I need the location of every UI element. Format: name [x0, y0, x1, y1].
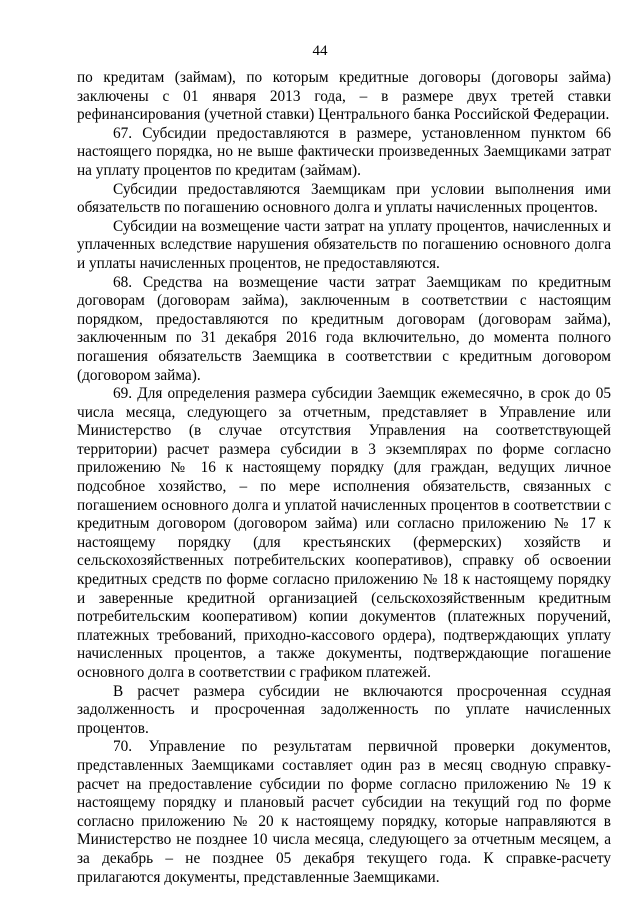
- paragraph-continuation: по кредитам (займам), по которым кредитные договоры (договоры займа) заключены с 01 января 2013 года, – в размере двух третей ставки рефинансирования (учетной ставки) Центрального банка Российской Федерации.: [77, 69, 611, 124]
- document-body: [77, 69, 611, 887]
- paragraph-70: 70. Управление по результатам первичной проверки документов, представленных Заемщиками составляет один раз в месяц сводную справку-расчет на предоставление субсидии по форме согласно приложению № 19 к настоящему порядку и плановый расчет субсидии на текущий год по форме согласно приложению № 20 к настоящему порядку, которые направляются в Министерство не позднее 10 числа месяца, следующего за отчетным месяцем, а за декабрь – не позднее 05 декабря текущего года. К справке-расчету прилагаются документы, представленные Заемщиками.: [77, 738, 611, 886]
- paragraph-subsidy-exclusion: Субсидии на возмещение части затрат на уплату процентов, начисленных и уплаченных вследствие нарушения обязательств по погашению основного долга и уплаты начисленных процентов, не предоставляются.: [77, 217, 611, 272]
- paragraph-subsidy-condition: Субсидии предоставляются Заемщикам при условии выполнения ими обязательств по погашению основного долга и уплаты начисленных процентов.: [77, 180, 611, 217]
- page-number: 44: [312, 43, 328, 59]
- paragraph-69: 69. Для определения размера субсидии Заемщик ежемесячно, в срок до 05 числа месяца, следующего за отчетным, представляет в Управление или Министерство (в случае отсутствия Управления на соответствующей территории) расчет размера субсидии в 3 экземплярах по форме согласно приложению № 16 к настоящему порядку (для граждан, ведущих личное подсобное хозяйство, – по мере исполнения обязательств, связанных с погашением основного долга и уплатой начисленных процентов в соответствии с кредитным договором (договором займа) или согласно приложению № 17 к настоящему порядку (для крестьянских (фермерских) хозяйств и сельскохозяйственных потребительских кооперативов), справку об освоении кредитных средств по форме согласно приложению № 18 к настоящему порядку и заверенные кредитной организацией (сельскохозяйственным кредитным потребительским кооперативом) копии документов (платежных поручений, платежных требований, приходно-кассового ордера), подтверждающих уплату начисленных процентов, а также документы, подтверждающие погашение основного долга в соответствии с графиком платежей.: [77, 385, 611, 681]
- paragraph-overdue-exclusion: В расчет размера субсидии не включаются просроченная ссудная задолженность и просроченная задолженность по уплате начисленных процентов.: [77, 682, 611, 737]
- paragraph-67: 67. Субсидии предоставляются в размере, установленном пунктом 66 настоящего порядка, но не выше фактически произведенных Заемщиками затрат на уплату процентов по кредитам (займам).: [77, 124, 611, 179]
- paragraph-68: 68. Средства на возмещение части затрат Заемщикам по кредитным договорам (договорам займа), заключенным в соответствии с настоящим порядком, предоставляются по кредитным договорам (договорам займа), заключенным по 31 декабря 2016 года включительно, до момента полного погашения обязательств Заемщика в соответствии с кредитным договором (договором займа).: [77, 273, 611, 384]
